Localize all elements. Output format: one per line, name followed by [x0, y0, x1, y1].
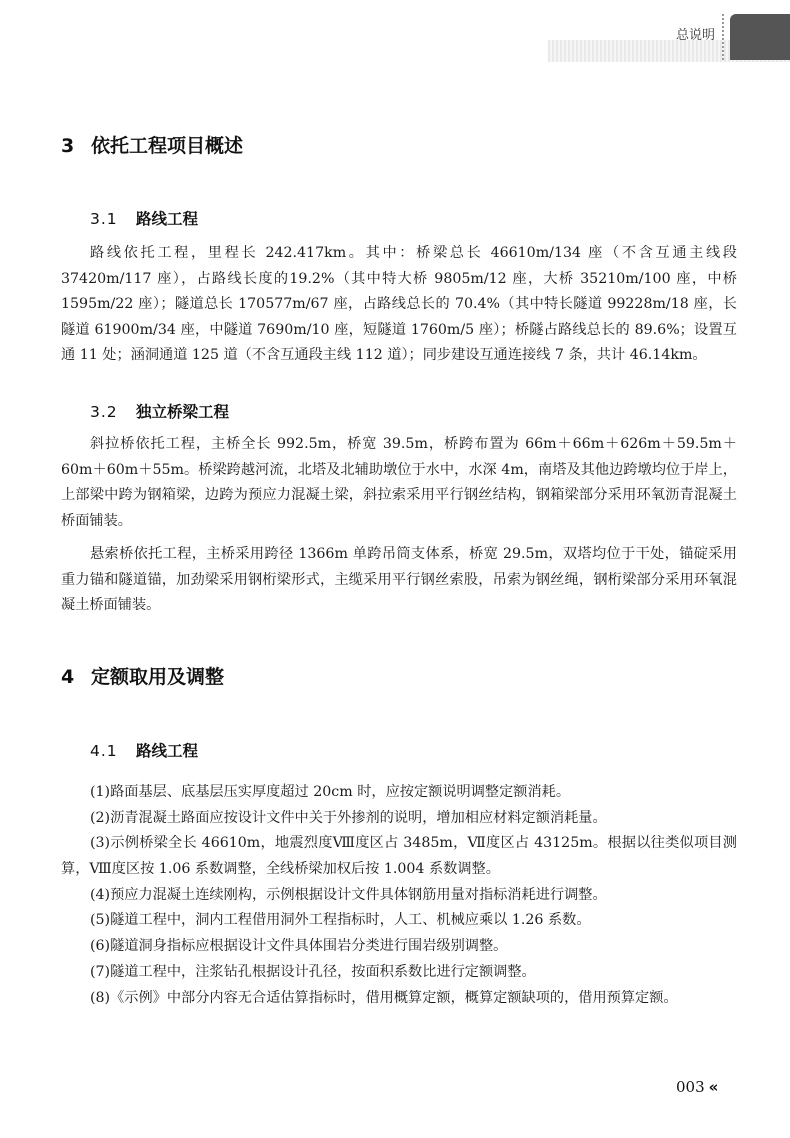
subsection-3-2-heading — [90, 400, 229, 422]
list-item: (6)隧道洞身指标应根据设计文件具体围岩分类进行围岩级别调整。 — [90, 938, 508, 954]
subsection-number: 3.1 — [90, 210, 118, 228]
double-chevron-icon: « — [708, 1078, 719, 1096]
list-item: (4)预应力混凝土连续刚构，示例根据设计文件具体钢筋用量对指标消耗进行调整。 — [90, 887, 607, 903]
list-item: (8)《示例》中部分内容无合适估算指标时，借用概算定额，概算定额缺项的，借用预算定额。 — [90, 990, 678, 1006]
subsection-title: 独立桥梁工程 — [136, 403, 230, 421]
header-divider — [722, 14, 727, 60]
subsection-number: 3.2 — [90, 403, 118, 421]
subsection-3-1-heading — [90, 207, 198, 229]
subsection-number: 4.1 — [90, 742, 118, 760]
page-number-value: 003 — [676, 1078, 705, 1096]
paragraph: 悬索桥依托工程，主桥采用跨径 1366m 单跨吊筒支体系，桥宽 29.5m，双塔均位于干处，锚碇采用重力锚和隧道锚，加劲梁采用钢桁梁形式，主缆采用平行钢丝索股，吊索为钢丝绳，钢桁梁部分采用环氧混凝土桥面铺装。 — [61, 546, 737, 614]
list-item: (5)隧道工程中，洞内工程借用洞外工程指标时，人工、机械应乘以 1.26 系数。 — [90, 912, 591, 928]
section-number: 3 — [61, 135, 75, 157]
section-4-heading — [61, 662, 224, 689]
subsection-title: 路线工程 — [136, 210, 199, 228]
paragraph: 路线依托工程，里程长 242.417km。其中：桥梁总长 46610m/134 座（不含互通主线段 37420m/117 座），占路线长度的19.2%（其中特大桥 9805m/12 座，大桥 35210m/100 座，中桥 1595m/22 座）；隧道总长 170577m/67 座，占路线总长的 70.4%（其中特长隧道 99228m/18 座，长隧道 61900m/34 座，中隧道 7690m/10 座，短隧道 1760m/5 座）；桥隧占路线总长的 89.6%；设置互通 11 处；涵洞通道 125 道（不含互通段主线 112 道）；同步建设互通连接线 7 条，共计 46.14km。 — [61, 245, 737, 364]
subsection-4-1-heading — [90, 739, 198, 761]
section-number: 4 — [61, 666, 75, 688]
list-item: (1)路面基层、底基层压实厚度超过 20cm 时，应按定额说明调整定额消耗。 — [90, 784, 571, 800]
header-tab — [730, 14, 790, 60]
subsection-title: 路线工程 — [136, 742, 199, 760]
section-title: 依托工程项目概述 — [91, 135, 244, 157]
list-item: (2)沥青混凝土路面应按设计文件中关于外掺剂的说明，增加相应材料定额消耗量。 — [90, 810, 607, 826]
list-item: (3)示例桥梁全长 46610m，地震烈度Ⅷ度区占 3485m，Ⅶ度区占 43125m。根据以往类似项目测算，Ⅷ度区按 1.06 系数调整，全线桥梁加权后按 1.004 系数调整。 — [61, 835, 737, 877]
header-label: 总说明 — [676, 28, 716, 43]
section-3-heading — [61, 131, 243, 158]
paragraph: 斜拉桥依托工程，主桥全长 992.5m，桥宽 39.5m，桥跨布置为 66m＋66m＋626m＋59.5m＋60m＋60m＋55m。桥梁跨越河流，北塔及北辅助墩位于水中，水深 4m，南塔及其他边跨墩均位于岸上，上部梁中跨为钢箱梁，边跨为预应力混凝土梁，斜拉索采用平行钢丝结构，钢箱梁部分采用环氧沥青混凝土桥面铺装。 — [61, 436, 737, 529]
section-title: 定额取用及调整 — [91, 666, 225, 688]
list-item: (7)隧道工程中，注浆钻孔根据设计孔径，按面积系数比进行定额调整。 — [90, 964, 536, 980]
page-number — [676, 1078, 718, 1096]
